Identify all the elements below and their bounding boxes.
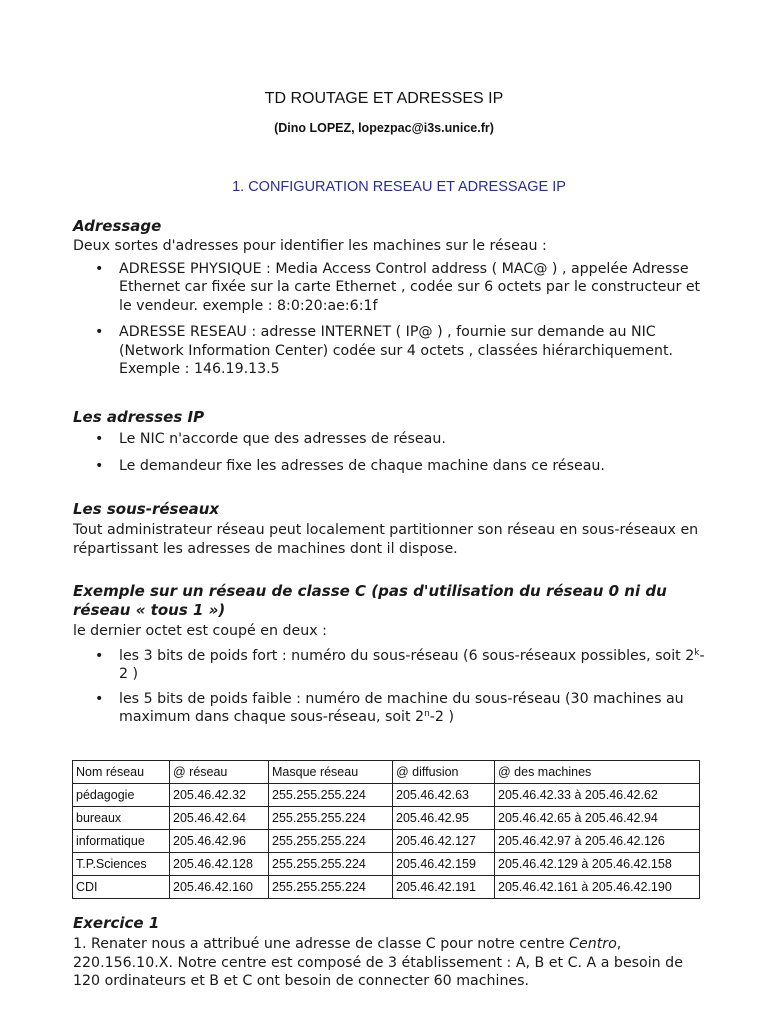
bullet-tail: -2 )	[119, 647, 705, 682]
column-header: @ des machines	[495, 761, 700, 784]
table-row	[73, 784, 700, 807]
sous-reseaux-section	[73, 500, 713, 558]
table-cell: 205.46.42.159	[393, 853, 495, 876]
exemple-heading: Exemple sur un réseau de classe C (pas d'utilisation du réseau 0 ni du réseau « tous 1 »)	[73, 582, 667, 619]
table-cell: bureaux	[73, 807, 170, 830]
adresses-ip-section	[73, 408, 713, 475]
list-item	[73, 690, 713, 727]
table-cell: 205.46.42.65 à 205.46.42.94	[495, 807, 700, 830]
exemple-section	[73, 582, 713, 727]
table-header-row	[73, 761, 700, 784]
sous-reseaux-text: Tout administrateur réseau peut localement partitionner son réseau en sous-réseaux en répartissant les adresses de machines dont il dispose.	[73, 522, 699, 557]
column-header: @ réseau	[170, 761, 269, 784]
table-cell: informatique	[73, 830, 170, 853]
table-row	[73, 876, 700, 899]
table-cell: 255.255.255.224	[269, 784, 393, 807]
exercice1-heading: Exercice 1	[73, 914, 160, 932]
table-cell: 205.46.42.128	[170, 853, 269, 876]
table-cell: T.P.Sciences	[73, 853, 170, 876]
exercice1-text-end: , 220.156.10.X. Notre centre est composé de 3 établissement : A, B et C. A a besoin de 120 ordinateurs et B et C ont besoin de connecter 60 machines.	[73, 936, 683, 989]
table-cell: 255.255.255.224	[269, 807, 393, 830]
table-cell: 205.46.42.160	[170, 876, 269, 899]
table-cell: 205.46.42.96	[170, 830, 269, 853]
table-row	[73, 853, 700, 876]
adresses-ip-heading: Les adresses IP	[73, 408, 205, 426]
table-cell: 205.46.42.32	[170, 784, 269, 807]
section-title: 1. CONFIGURATION RESEAU ET ADRESSAGE IP	[232, 179, 566, 195]
document-author: (Dino LOPEZ, lopezpac@i3s.unice.fr)	[274, 121, 494, 135]
sous-reseaux-heading: Les sous-réseaux	[73, 500, 220, 518]
list-item: • ADRESSE RESEAU : adresse INTERNET ( IP@ ) , fournie sur demande au NIC (Network Information Center) codée sur 4 octets , classées hiérarchiquement. Exemple : 146.19.13.5	[73, 323, 713, 379]
table-cell: pédagogie	[73, 784, 170, 807]
exercice1-text	[73, 935, 713, 991]
exponent: k	[694, 647, 700, 658]
adressage-heading: Adressage	[73, 217, 162, 235]
exemple-list	[73, 647, 713, 727]
bullet-text: les 3 bits de poids fort : numéro du sous-réseau (6 sous-réseaux possibles, soit 2	[119, 647, 695, 664]
exercice1-section	[73, 914, 713, 991]
centre-name: Centro	[569, 936, 617, 952]
exemple-intro: le dernier octet est coupé en deux :	[73, 623, 327, 639]
table-cell: 255.255.255.224	[269, 830, 393, 853]
table-cell: 205.46.42.191	[393, 876, 495, 899]
table-row	[73, 807, 700, 830]
exercice1-text-start: 1. Renater nous a attribué une adresse de classe C pour notre centre	[73, 936, 570, 952]
column-header: Nom réseau	[73, 761, 170, 784]
list-item: • Le NIC n'accorde que des adresses de réseau.	[73, 430, 713, 449]
adressage-list	[73, 260, 713, 379]
subnet-table	[72, 760, 700, 899]
bullet-text: les 5 bits de poids faible : numéro de machine du sous-réseau (30 machines au maximum dans chaque sous-réseau, soit 2	[119, 690, 684, 725]
table-cell: 205.46.42.95	[393, 807, 495, 830]
table-cell: 255.255.255.224	[269, 853, 393, 876]
table-cell: 205.46.42.97 à 205.46.42.126	[495, 830, 700, 853]
table-cell: 205.46.42.33 à 205.46.42.62	[495, 784, 700, 807]
adressage-section	[73, 217, 713, 379]
table-cell: 205.46.42.127	[393, 830, 495, 853]
table-cell: 205.46.42.63	[393, 784, 495, 807]
document-title: TD ROUTAGE ET ADRESSES IP	[264, 90, 504, 107]
table-cell: 205.46.42.129 à 205.46.42.158	[495, 853, 700, 876]
table-cell: 255.255.255.224	[269, 876, 393, 899]
exponent: n	[424, 709, 430, 719]
column-header: @ diffusion	[393, 761, 495, 784]
list-item: • Le demandeur fixe les adresses de chaque machine dans ce réseau.	[73, 457, 713, 476]
table-row	[73, 830, 700, 853]
table-cell: CDI	[73, 876, 170, 899]
bullet-tail: -2 )	[429, 709, 454, 725]
table-cell: 205.46.42.64	[170, 807, 269, 830]
column-header: Masque réseau	[269, 761, 393, 784]
adressage-intro: Deux sortes d'adresses pour identifier les machines sur le réseau :	[73, 238, 547, 254]
adresses-ip-list	[73, 430, 713, 475]
list-item	[73, 647, 713, 684]
list-item: • ADRESSE PHYSIQUE : Media Access Control address ( MAC@ ) , appelée Adresse Ethernet car fixée sur la carte Ethernet , codée sur 6 octets par le constructeur et le vendeur. exemple : 8:0:20:ae:6:1f	[73, 260, 713, 316]
table-cell: 205.46.42.161 à 205.46.42.190	[495, 876, 700, 899]
